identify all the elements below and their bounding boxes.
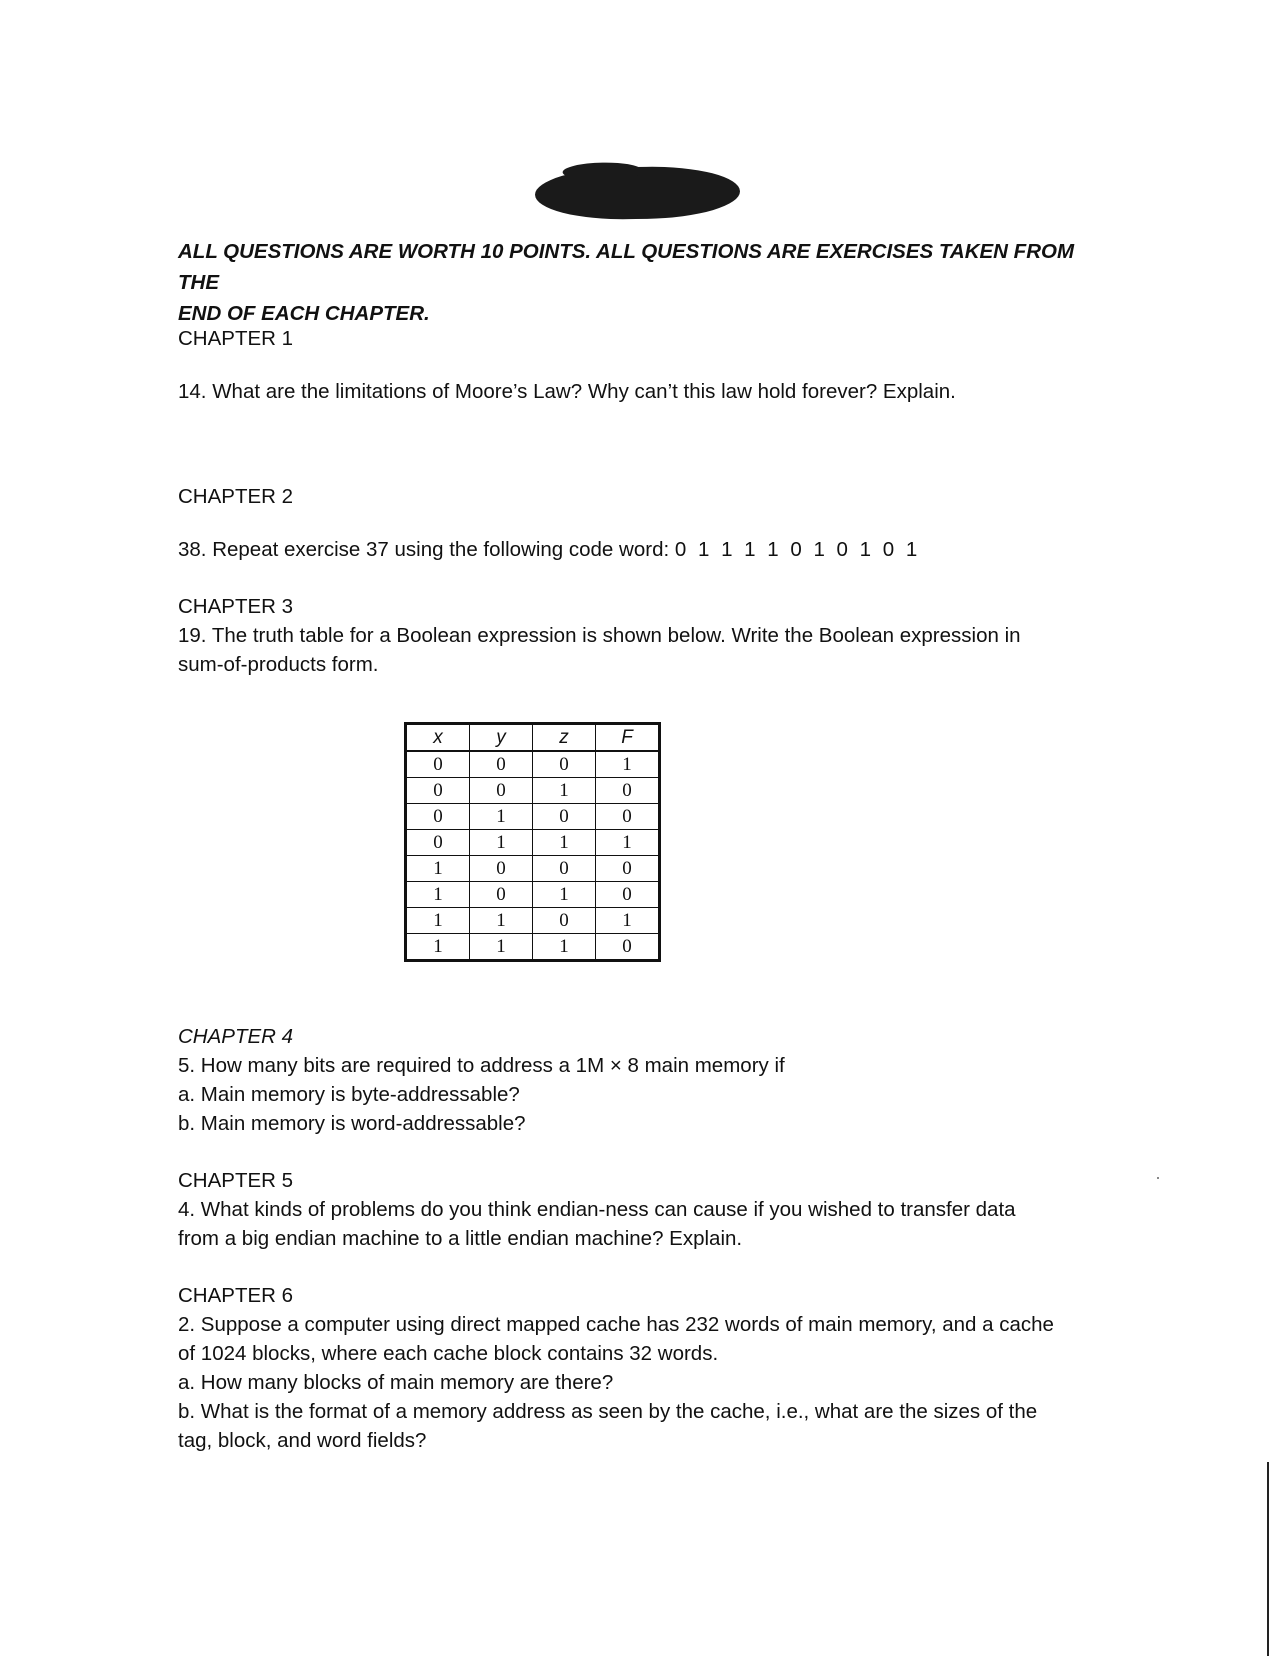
instructions-line-1: ALL QUESTIONS ARE WORTH 10 POINTS. ALL QUESTIONS ARE EXERCISES TAKEN FROM THE bbox=[178, 240, 1075, 294]
table-cell: 0 bbox=[596, 934, 660, 961]
chapter-6-title: CHAPTER 6 bbox=[178, 1284, 294, 1307]
table-row bbox=[406, 856, 660, 882]
column-header-f: F bbox=[596, 724, 660, 752]
chapter-3-title: CHAPTER 3 bbox=[178, 595, 294, 618]
chapter-5-question-line-2: from a big endian machine to a little endian machine? Explain. bbox=[178, 1227, 743, 1250]
chapter-6-question-line-2: of 1024 blocks, where each cache block contains 32 words. bbox=[178, 1342, 719, 1365]
redacted-name bbox=[535, 165, 741, 221]
table-cell: 0 bbox=[406, 778, 470, 804]
code-word: 0 1 1 1 1 0 1 0 1 0 1 bbox=[674, 538, 921, 561]
table-row bbox=[406, 908, 660, 934]
table-cell: 1 bbox=[470, 830, 533, 856]
truth-table-header-row bbox=[406, 724, 660, 752]
column-header-x: x bbox=[406, 724, 470, 752]
table-cell: 1 bbox=[533, 830, 596, 856]
chapter-6-question-line-1: 2. Suppose a computer using direct mapped cache has 232 words of main memory, and a cache bbox=[178, 1313, 1054, 1336]
table-cell: 0 bbox=[533, 908, 596, 934]
chapter-2-question bbox=[178, 535, 1108, 564]
table-cell: 0 bbox=[406, 830, 470, 856]
table-cell: 0 bbox=[470, 856, 533, 882]
table-cell: 1 bbox=[596, 908, 660, 934]
table-cell: 1 bbox=[406, 908, 470, 934]
table-cell: 1 bbox=[596, 830, 660, 856]
chapter-5-question-line-1: 4. What kinds of problems do you think endian-ness can cause if you wished to transfer data bbox=[178, 1198, 1016, 1221]
column-header-z: z bbox=[533, 724, 596, 752]
table-cell: 0 bbox=[596, 856, 660, 882]
table-cell: 1 bbox=[406, 882, 470, 908]
table-cell: 1 bbox=[533, 934, 596, 961]
chapter-1-title: CHAPTER 1 bbox=[178, 327, 294, 350]
table-row bbox=[406, 882, 660, 908]
chapter-6-part-b-line-2: tag, block, and word fields? bbox=[178, 1429, 427, 1452]
table-row bbox=[406, 778, 660, 804]
chapter-6-part-b-line-1: b. What is the format of a memory address as seen by the cache, i.e., what are the sizes of the bbox=[178, 1400, 1038, 1423]
table-cell: 0 bbox=[406, 804, 470, 830]
chapter-3-question-line-2: sum-of-products form. bbox=[178, 653, 379, 676]
instructions-line-2: END OF EACH CHAPTER. bbox=[178, 302, 430, 325]
table-cell: 0 bbox=[533, 856, 596, 882]
table-cell: 1 bbox=[533, 778, 596, 804]
chapter-4-title: CHAPTER 4 bbox=[178, 1025, 294, 1048]
table-cell: 0 bbox=[470, 751, 533, 778]
table-cell: 0 bbox=[596, 882, 660, 908]
table-cell: 0 bbox=[406, 751, 470, 778]
chapter-1-question: 14. What are the limitations of Moore’s Law? Why can’t this law hold forever? Explain. bbox=[178, 380, 956, 403]
chapter-6-part-a: a. How many blocks of main memory are there? bbox=[178, 1371, 614, 1394]
table-cell: 0 bbox=[470, 882, 533, 908]
chapter-4-part-a: a. Main memory is byte-addressable? bbox=[178, 1083, 520, 1106]
truth-table bbox=[404, 722, 661, 962]
table-row bbox=[406, 934, 660, 961]
column-header-y: y bbox=[470, 724, 533, 752]
instructions-header bbox=[178, 236, 1098, 329]
scan-edge-line bbox=[1267, 1462, 1269, 1656]
chapter-5-title: CHAPTER 5 bbox=[178, 1169, 294, 1192]
table-cell: 0 bbox=[533, 804, 596, 830]
table-cell: 0 bbox=[533, 751, 596, 778]
table-cell: 1 bbox=[533, 882, 596, 908]
table-cell: 1 bbox=[406, 934, 470, 961]
table-cell: 1 bbox=[470, 804, 533, 830]
table-cell: 0 bbox=[596, 804, 660, 830]
chapter-4-question: 5. How many bits are required to address a 1M × 8 main memory if bbox=[178, 1054, 785, 1077]
table-cell: 0 bbox=[470, 778, 533, 804]
table-cell: 1 bbox=[470, 908, 533, 934]
chapter-4-part-b: b. Main memory is word-addressable? bbox=[178, 1112, 526, 1135]
chapter-2-title: CHAPTER 2 bbox=[178, 485, 294, 508]
chapter-3-question-line-1: 19. The truth table for a Boolean expression is shown below. Write the Boolean expression in bbox=[178, 624, 1021, 647]
table-cell: 0 bbox=[596, 778, 660, 804]
table-cell: 1 bbox=[470, 934, 533, 961]
table-row bbox=[406, 751, 660, 778]
scan-speck bbox=[1157, 1177, 1159, 1179]
table-row bbox=[406, 804, 660, 830]
table-cell: 1 bbox=[596, 751, 660, 778]
table-cell: 1 bbox=[406, 856, 470, 882]
table-row bbox=[406, 830, 660, 856]
chapter-2-question-text: 38. Repeat exercise 37 using the following code word: bbox=[178, 538, 670, 561]
